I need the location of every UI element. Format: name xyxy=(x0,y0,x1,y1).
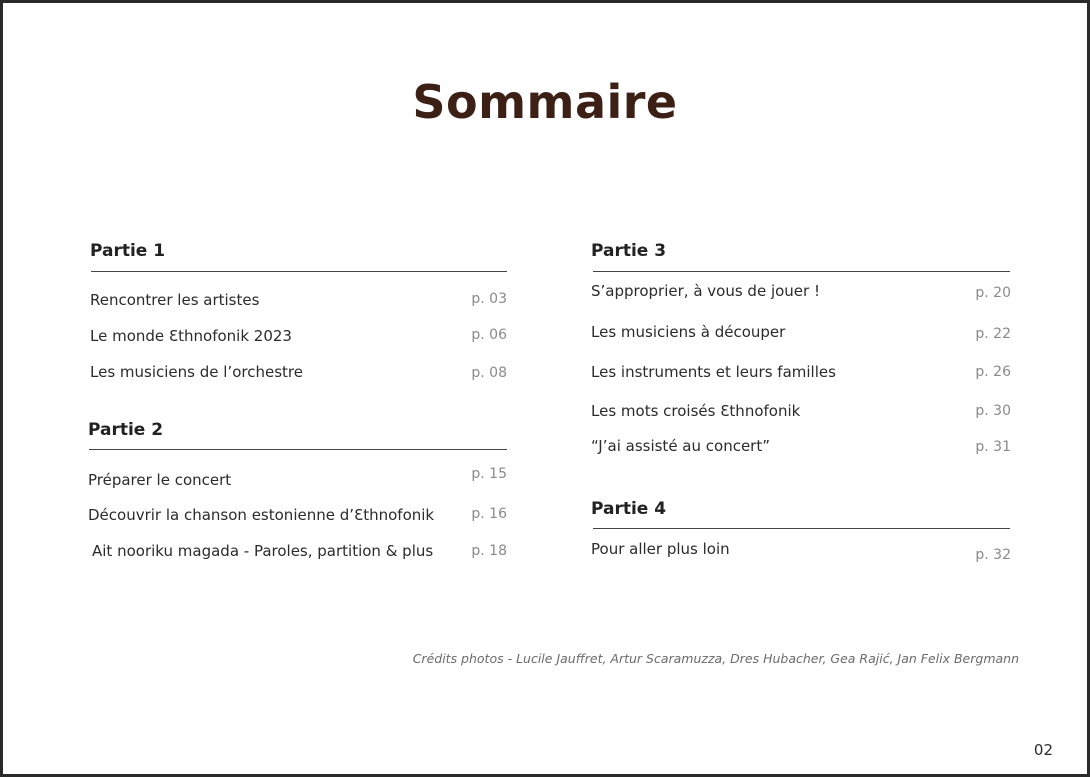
toc-item-page: p. 26 xyxy=(975,364,1011,380)
toc-item-label[interactable]: S’approprier, à vous de jouer ! xyxy=(591,282,820,300)
toc-item-label[interactable]: Les instruments et leurs familles xyxy=(591,363,836,381)
part-1-title: Partie 1 xyxy=(90,241,166,261)
toc-item-label[interactable]: Rencontrer les artistes xyxy=(90,291,260,309)
toc-item-page: p. 06 xyxy=(471,327,507,343)
part-3-divider xyxy=(593,271,1010,272)
part-3-title: Partie 3 xyxy=(591,241,667,261)
toc-item-label[interactable]: “J’ai assisté au concert” xyxy=(591,437,771,455)
toc-item-label[interactable]: Les musiciens à découper xyxy=(591,323,786,341)
toc-item-label[interactable]: Préparer le concert xyxy=(88,471,232,489)
toc-item-label[interactable]: Pour aller plus loin xyxy=(591,540,730,558)
toc-item-page: p. 30 xyxy=(975,403,1011,419)
toc-item-page: p. 20 xyxy=(975,285,1011,301)
part-4-divider xyxy=(593,528,1010,529)
toc-item-page: p. 31 xyxy=(975,439,1011,455)
toc-item-page: p. 08 xyxy=(471,365,507,381)
toc-item-page: p. 03 xyxy=(471,291,507,307)
toc-item-page: p. 16 xyxy=(471,506,507,522)
toc-item-label[interactable]: Ait nooriku magada - Paroles, partition & plus xyxy=(92,542,434,560)
toc-item-page: p. 22 xyxy=(975,326,1011,342)
photo-credits: Crédits photos - Lucile Jauffret, Artur Scaramuzza, Dres Hubacher, Gea Rajić, Jan Felix Bergmann xyxy=(412,651,1019,666)
part-2-divider xyxy=(89,449,507,450)
page-number: 02 xyxy=(1033,741,1053,759)
toc-item-page: p. 18 xyxy=(471,543,507,559)
part-4-title: Partie 4 xyxy=(591,499,667,519)
toc-item-label[interactable]: Les musiciens de l’orchestre xyxy=(90,363,303,381)
part-2-title: Partie 2 xyxy=(88,420,164,440)
toc-item-page: p. 32 xyxy=(975,547,1011,563)
toc-item-label[interactable]: Les mots croisés Ɛthnofonik xyxy=(591,402,801,420)
toc-item-page: p. 15 xyxy=(471,466,507,482)
toc-item-label[interactable]: Découvrir la chanson estonienne d’Ɛthnofonik xyxy=(88,506,435,524)
part-1-divider xyxy=(91,271,507,272)
toc-item-label[interactable]: Le monde Ɛthnofonik 2023 xyxy=(90,327,292,345)
page-title: Sommaire xyxy=(412,75,678,129)
